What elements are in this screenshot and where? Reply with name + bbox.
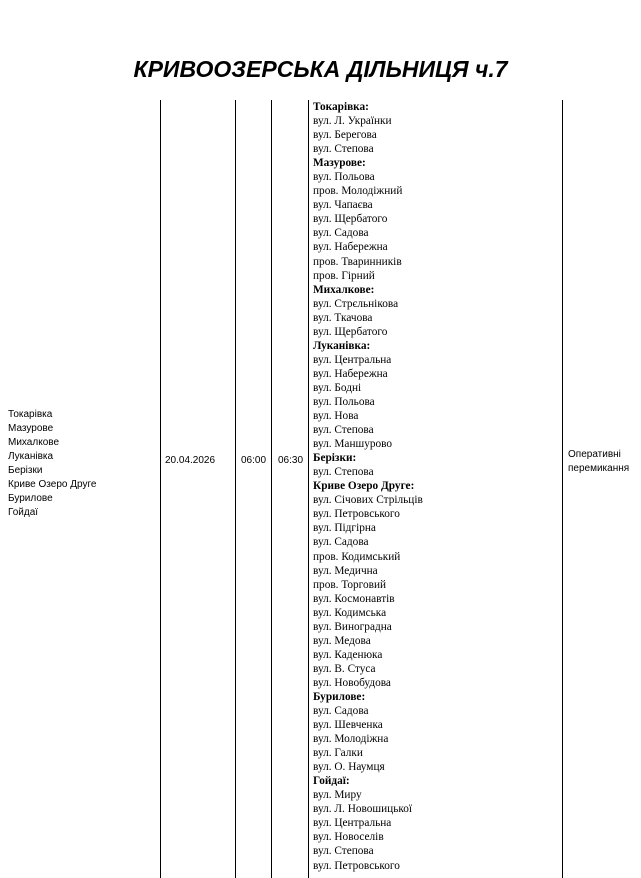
date-cell: 20.04.2026 [165,455,216,466]
street-item: вул. Степова [313,424,374,437]
street-item: вул. Підгірна [313,522,376,535]
street-item: вул. Щербатого [313,325,388,338]
street-item: вул. Набережна [313,367,388,380]
settlement-item: Гойдаї [8,507,39,518]
column-divider [160,100,161,878]
street-item: пров. Молодіжний [313,185,403,198]
settlement-group-name: Токарівка: [313,101,369,113]
street-item: вул. Шевченка [313,719,383,732]
street-item: пров. Торговий [313,578,387,591]
settlement-group-name: Берізки: [313,452,357,465]
street-item: вул. Степова [313,143,374,156]
street-item: вул. Петровського [313,508,400,521]
street-item: вул. Ткачова [313,311,373,324]
street-item: вул. Петровського [313,859,400,872]
street-item: вул. В. Стуса [313,662,376,675]
street-item: вул. Щербатого [313,213,388,226]
street-item: вул. Л. Новошицької [313,803,413,816]
street-item: вул. Садова [313,536,369,549]
settlement-item: Берізки [8,465,43,476]
street-item: вул. Польова [313,395,375,408]
settlements-cell [8,408,96,520]
street-item: вул. Медова [313,634,371,647]
street-item: вул. Галки [313,747,363,760]
street-item: вул. О. Наумця [313,761,385,774]
street-item: вул. Медична [313,564,378,577]
street-item: вул. Січових Стрільців [313,494,423,507]
street-item: вул. Молодіжна [313,733,389,746]
street-item: вул. Нова [313,410,359,423]
reason-cell: Оперативні перемикання [568,449,630,474]
street-item: вул. Садова [313,705,369,718]
settlement-group-name: Мазурове: [313,157,366,170]
end-time-cell: 06:30 [278,455,304,466]
column-divider [308,100,309,878]
streets-cell [313,100,563,873]
column-divider [235,100,236,878]
settlement-item: Мазурове [8,423,54,434]
settlement-group-name: Бурилове: [313,690,366,703]
street-item: вул. Польова [313,171,375,184]
street-item: вул. Центральна [313,817,392,830]
settlement-item: Михалкове [8,437,60,448]
street-item: вул. Садова [313,227,369,240]
street-item: вул. Каденюка [313,648,383,661]
street-item: пров. Тваринників [313,255,402,268]
street-item: вул. Центральна [313,353,392,366]
column-divider [271,100,272,878]
street-item: вул. Виноградна [313,620,392,633]
settlement-group-name: Гойдаї: [313,775,350,788]
street-item: вул. Л. Українки [313,115,392,128]
street-item: вул. Стрєльнікова [313,297,399,310]
start-time-cell: 06:00 [241,455,267,466]
street-item: вул. Бодні [313,381,362,394]
street-item: вул. Берегова [313,129,377,142]
street-item: вул. Миру [313,789,362,802]
street-item: вул. Маншурово [313,438,393,451]
street-item: вул. Степова [313,845,374,858]
street-item: вул. Набережна [313,241,388,254]
settlement-item: Луканівка [8,451,54,462]
settlement-item: Криве Озеро Друге [8,479,97,490]
settlement-group-name: Луканівка: [313,339,371,352]
settlement-item: Токарівка [8,409,53,420]
street-item: вул. Новобудова [313,676,391,689]
settlement-group-name: Криве Озеро Друге: [313,480,415,493]
street-item: вул. Новоселів [313,831,384,844]
settlement-group-name: Михалкове: [313,283,375,296]
street-item: вул. Чапаєва [313,199,373,212]
street-item: вул. Космонавтів [313,592,395,605]
street-item: пров. Гірний [313,269,375,282]
street-item: вул. Степова [313,466,374,479]
street-item: пров. Кодимський [313,550,401,563]
street-item: вул. Кодимська [313,606,387,619]
page-title: КРИВООЗЕРСЬКА ДІЛЬНИЦЯ ч.7 [133,56,508,82]
settlement-item: Бурилове [8,493,53,504]
